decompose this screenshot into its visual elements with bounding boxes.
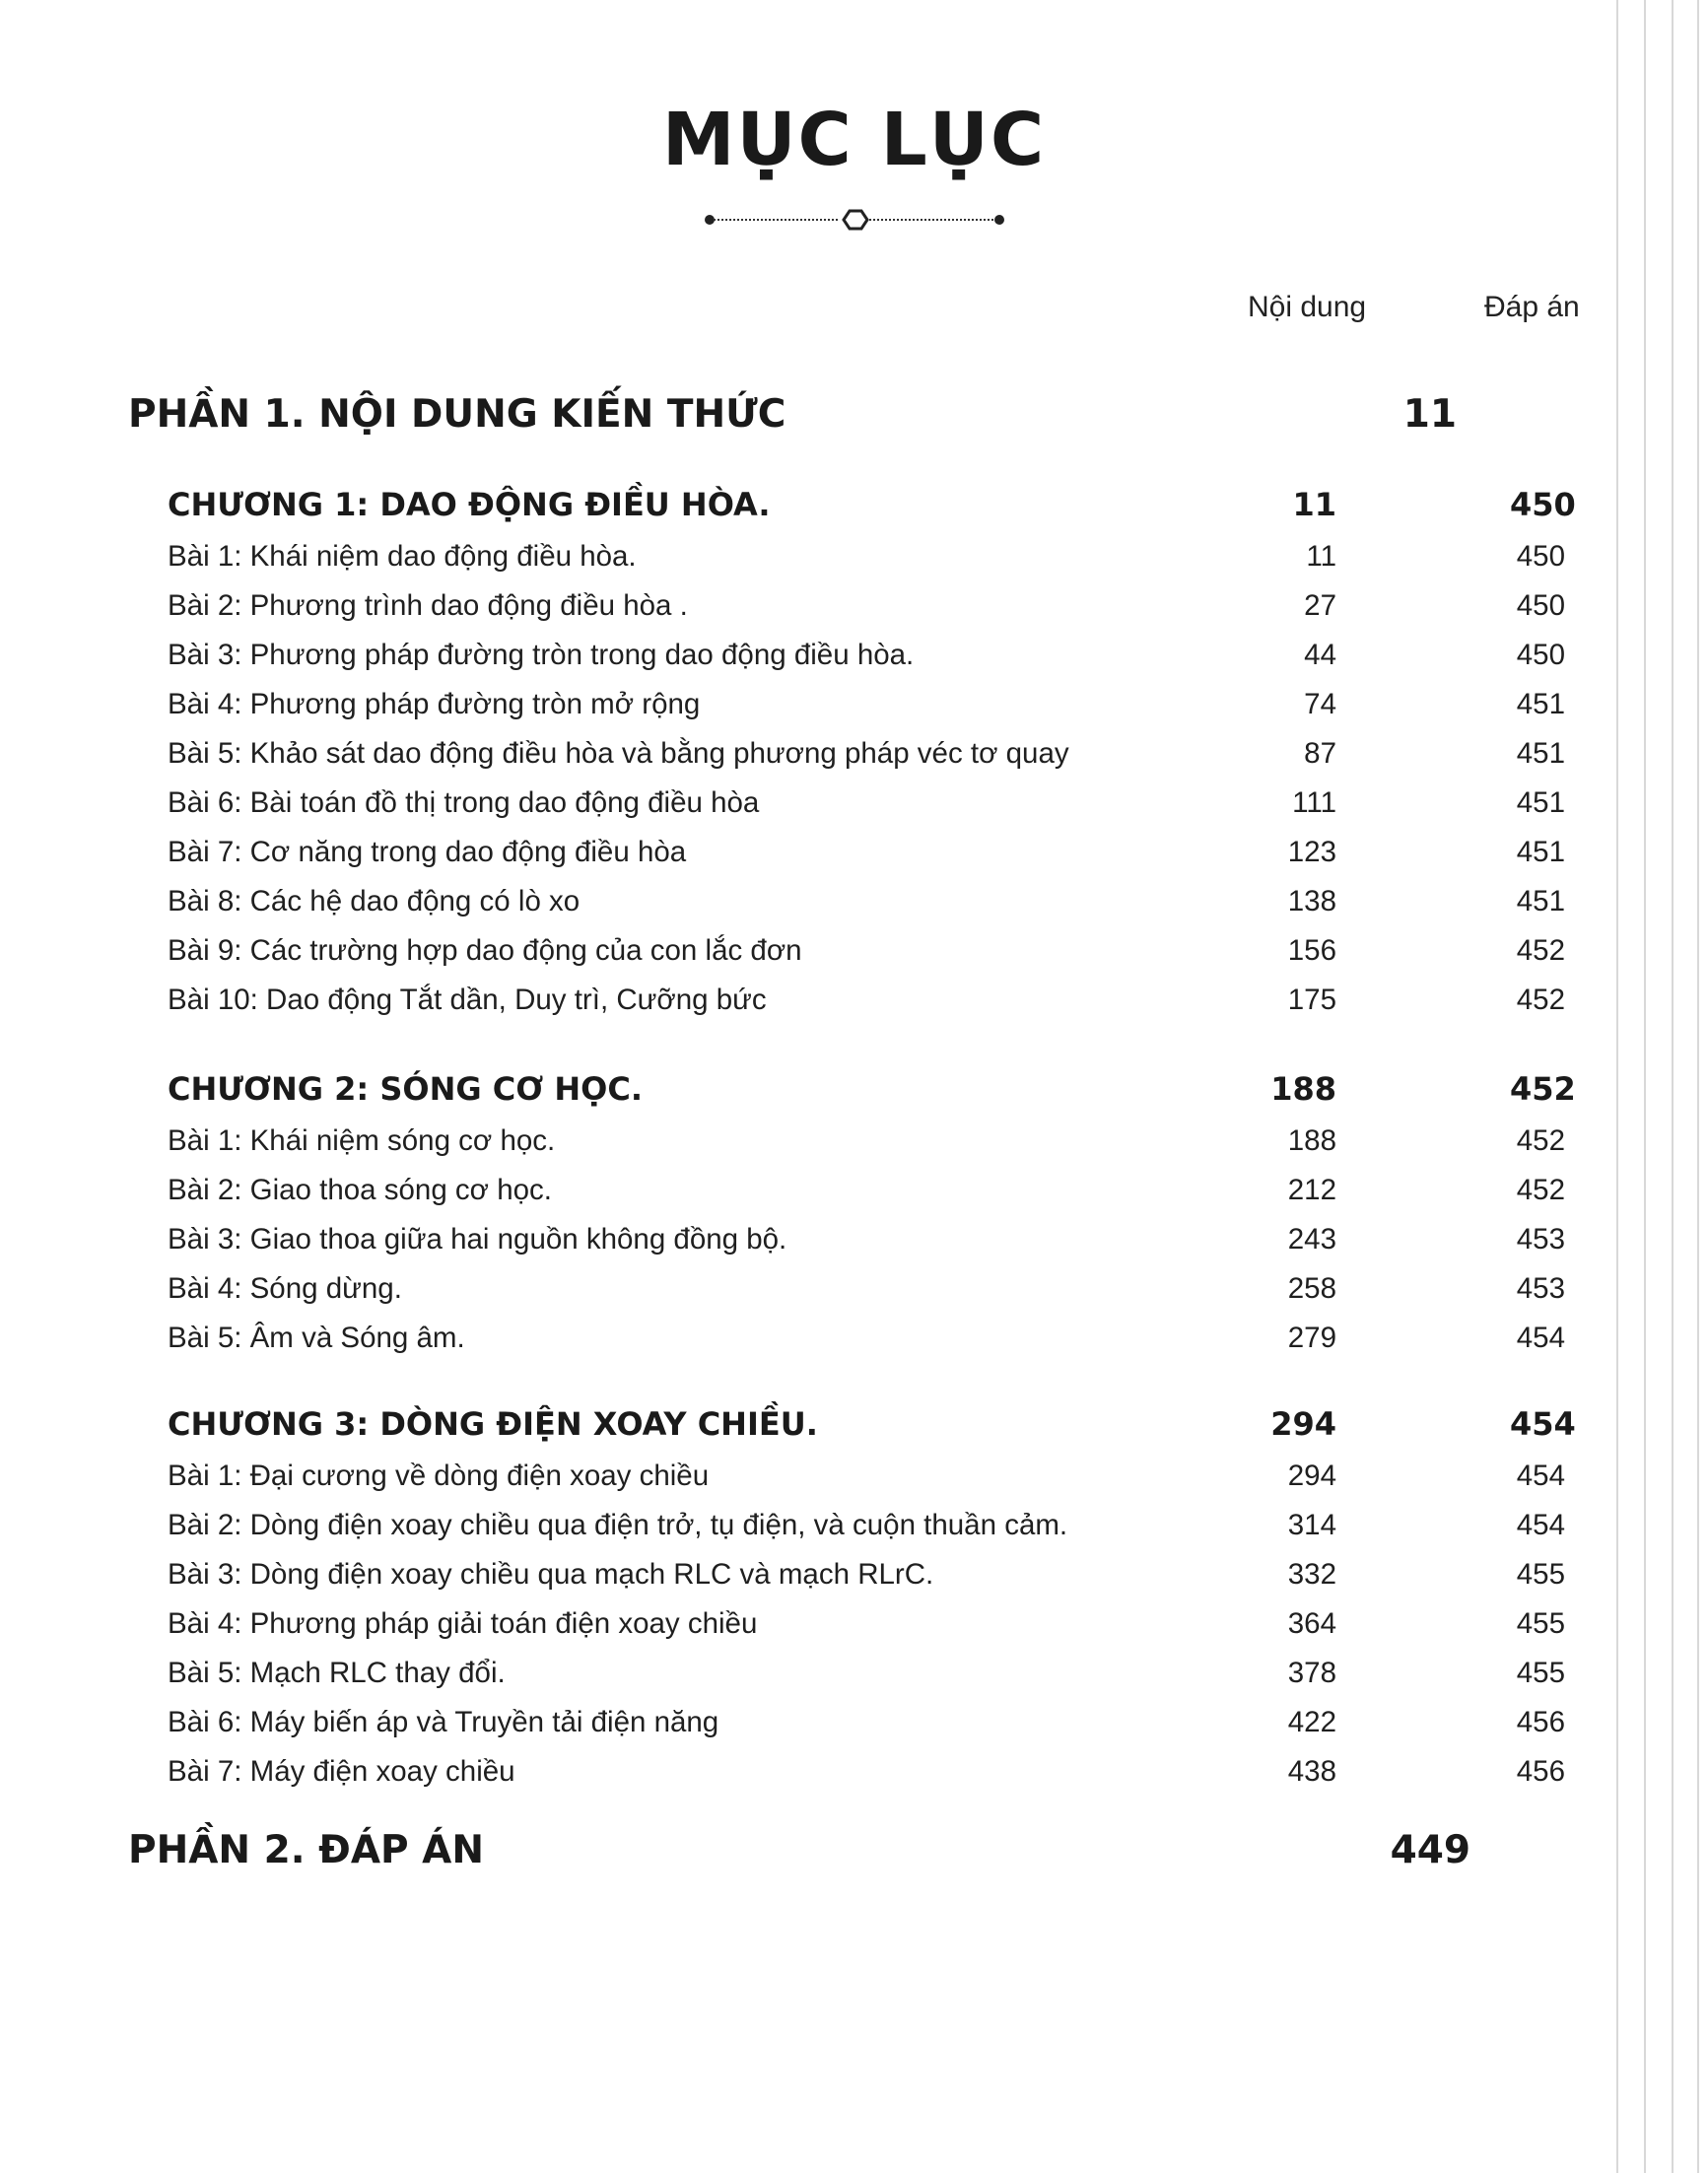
lesson-title: Bài 2: Phương trình dao động điều hòa . xyxy=(168,589,688,622)
lesson-title: Bài 3: Giao thoa giữa hai nguồn không đồng bộ. xyxy=(168,1223,787,1256)
chapter-answer-page: 454 xyxy=(1510,1405,1576,1443)
lesson-title: Bài 2: Giao thoa sóng cơ học. xyxy=(168,1174,552,1206)
lesson-page: 156 xyxy=(1287,934,1336,967)
lesson-page: 212 xyxy=(1287,1174,1336,1206)
lesson-answer-page: 452 xyxy=(1516,984,1565,1016)
toc-lesson-row[interactable] xyxy=(168,979,1565,1022)
lesson-answer-page: 452 xyxy=(1516,1174,1565,1206)
toc-lesson-row[interactable] xyxy=(168,831,1565,874)
chapter-page: 294 xyxy=(1270,1405,1336,1443)
lesson-title: Bài 1: Đại cương về dòng điện xoay chiều xyxy=(168,1460,710,1492)
chapter-answer-page: 452 xyxy=(1510,1070,1576,1108)
toc-lesson-row[interactable] xyxy=(168,1317,1565,1360)
chapter-title: CHƯƠNG 3: DÒNG ĐIỆN XOAY CHIỀU. xyxy=(168,1405,818,1443)
toc-lesson-row[interactable] xyxy=(168,880,1565,923)
lesson-title: Bài 7: Cơ năng trong dao động điều hòa xyxy=(168,836,687,868)
toc-lesson-row[interactable] xyxy=(168,1504,1565,1547)
lesson-page: 438 xyxy=(1287,1755,1336,1788)
lesson-answer-page: 451 xyxy=(1516,737,1565,770)
lesson-page: 314 xyxy=(1287,1509,1336,1541)
title-ornament xyxy=(702,205,1007,235)
lesson-page: 364 xyxy=(1287,1607,1336,1640)
lesson-answer-page: 455 xyxy=(1516,1607,1565,1640)
lesson-title: Bài 8: Các hệ dao động có lò xo xyxy=(168,885,581,917)
toc-lesson-row[interactable] xyxy=(168,1553,1565,1596)
lesson-title: Bài 4: Phương pháp đường tròn mở rộng xyxy=(168,688,701,720)
lesson-answer-page: 452 xyxy=(1516,1124,1565,1157)
toc-lesson-row[interactable] xyxy=(168,732,1565,776)
lesson-title: Bài 7: Máy điện xoay chiều xyxy=(168,1755,515,1788)
toc-lesson-row[interactable] xyxy=(168,683,1565,726)
page-edge-line xyxy=(1616,0,1618,2173)
lesson-answer-page: 456 xyxy=(1516,1755,1565,1788)
toc-lesson-row[interactable] xyxy=(168,634,1565,677)
lesson-answer-page: 454 xyxy=(1516,1460,1565,1492)
toc-lesson-row[interactable] xyxy=(168,1701,1565,1744)
toc-lesson-row[interactable] xyxy=(168,781,1565,825)
chapter-page: 188 xyxy=(1270,1070,1336,1108)
lesson-title: Bài 4: Phương pháp giải toán điện xoay chiều xyxy=(168,1607,758,1640)
lesson-title: Bài 2: Dòng điện xoay chiều qua điện trở, tụ điện, và cuộn thuần cảm. xyxy=(168,1509,1068,1541)
chapter-answer-page: 450 xyxy=(1510,486,1576,523)
lesson-answer-page: 451 xyxy=(1516,688,1565,720)
lesson-title: Bài 1: Khái niệm sóng cơ học. xyxy=(168,1124,556,1157)
lesson-page: 378 xyxy=(1287,1657,1336,1689)
lesson-title: Bài 5: Khảo sát dao động điều hòa và bằng phương pháp véc tơ quay xyxy=(168,737,1069,770)
toc-lesson-row[interactable] xyxy=(168,1750,1565,1794)
lesson-page: 332 xyxy=(1287,1558,1336,1591)
toc-lesson-row[interactable] xyxy=(168,1455,1565,1498)
chapter-title: CHƯƠNG 1: DAO ĐỘNG ĐIỀU HÒA. xyxy=(168,486,771,523)
lesson-page: 294 xyxy=(1287,1460,1336,1492)
lesson-answer-page: 455 xyxy=(1516,1558,1565,1591)
toc-lesson-row[interactable] xyxy=(168,1652,1565,1695)
toc-lesson-row[interactable] xyxy=(168,1218,1565,1261)
lesson-title: Bài 6: Máy biến áp và Truyền tải điện năng xyxy=(168,1706,719,1738)
lesson-page: 279 xyxy=(1287,1322,1336,1354)
lesson-answer-page: 453 xyxy=(1516,1223,1565,1256)
lesson-answer-page: 450 xyxy=(1516,540,1565,573)
lesson-answer-page: 450 xyxy=(1516,639,1565,671)
lesson-page: 123 xyxy=(1287,836,1336,868)
lesson-answer-page: 455 xyxy=(1516,1657,1565,1689)
page-title: MỤC LỤC xyxy=(661,98,1047,182)
chapter-page: 11 xyxy=(1292,486,1336,523)
page-edge-line xyxy=(1644,0,1646,2173)
page-edge-line xyxy=(1697,0,1699,2173)
toc-lesson-row[interactable] xyxy=(168,1169,1565,1212)
column-header-answer: Đáp án xyxy=(1484,291,1580,323)
toc-lesson-row[interactable] xyxy=(168,584,1565,628)
part-title: PHẦN 1. NỘI DUNG KIẾN THỨC xyxy=(128,392,786,437)
lesson-page: 27 xyxy=(1304,589,1336,622)
part-2-heading xyxy=(128,1823,1470,1878)
part-page: 449 xyxy=(1390,1828,1470,1872)
lesson-title: Bài 10: Dao động Tắt dần, Duy trì, Cưỡng bức xyxy=(168,984,767,1016)
lesson-answer-page: 451 xyxy=(1516,885,1565,917)
lesson-answer-page: 451 xyxy=(1516,836,1565,868)
lesson-title: Bài 5: Âm và Sóng âm. xyxy=(168,1322,465,1354)
lesson-page: 422 xyxy=(1287,1706,1336,1738)
toc-chapter-3[interactable] xyxy=(168,1399,1576,1449)
toc-chapter-1[interactable] xyxy=(168,480,1576,529)
lesson-page: 138 xyxy=(1287,885,1336,917)
lesson-answer-page: 456 xyxy=(1516,1706,1565,1738)
part-1-heading xyxy=(128,387,1457,442)
part-page: 11 xyxy=(1402,392,1457,437)
lesson-title: Bài 1: Khái niệm dao động điều hòa. xyxy=(168,540,637,573)
lesson-page: 243 xyxy=(1287,1223,1336,1256)
lesson-page: 258 xyxy=(1287,1272,1336,1305)
lesson-title: Bài 5: Mạch RLC thay đổi. xyxy=(168,1657,506,1689)
toc-lesson-row[interactable] xyxy=(168,1267,1565,1311)
lesson-title: Bài 9: Các trường hợp dao động của con lắc đơn xyxy=(168,934,802,967)
lesson-answer-page: 451 xyxy=(1516,786,1565,819)
lesson-title: Bài 3: Phương pháp đường tròn trong dao động điều hòa. xyxy=(168,639,915,671)
toc-chapter-2[interactable] xyxy=(168,1064,1576,1114)
lesson-answer-page: 454 xyxy=(1516,1322,1565,1354)
toc-lesson-row[interactable] xyxy=(168,1602,1565,1646)
lesson-page: 175 xyxy=(1287,984,1336,1016)
lesson-title: Bài 6: Bài toán đồ thị trong dao động điều hòa xyxy=(168,786,760,819)
lesson-title: Bài 3: Dòng điện xoay chiều qua mạch RLC và mạch RLrC. xyxy=(168,1558,934,1591)
lesson-page: 111 xyxy=(1292,786,1336,819)
lesson-page: 74 xyxy=(1304,688,1336,720)
toc-lesson-row[interactable] xyxy=(168,535,1565,578)
lesson-answer-page: 453 xyxy=(1516,1272,1565,1305)
lesson-answer-page: 454 xyxy=(1516,1509,1565,1541)
lesson-title: Bài 4: Sóng dừng. xyxy=(168,1272,402,1305)
part-title: PHẦN 2. ĐÁP ÁN xyxy=(128,1828,484,1872)
lesson-page: 87 xyxy=(1304,737,1336,770)
column-header-content: Nội dung xyxy=(1248,291,1367,323)
lesson-answer-page: 452 xyxy=(1516,934,1565,967)
toc-lesson-row[interactable] xyxy=(168,929,1565,973)
toc-lesson-row[interactable] xyxy=(168,1120,1565,1163)
lesson-answer-page: 450 xyxy=(1516,589,1565,622)
page-edge-line xyxy=(1672,0,1674,2173)
lesson-page: 188 xyxy=(1287,1124,1336,1157)
lesson-page: 44 xyxy=(1304,639,1336,671)
lesson-page: 11 xyxy=(1306,540,1336,573)
chapter-title: CHƯƠNG 2: SÓNG CƠ HỌC. xyxy=(168,1070,643,1108)
